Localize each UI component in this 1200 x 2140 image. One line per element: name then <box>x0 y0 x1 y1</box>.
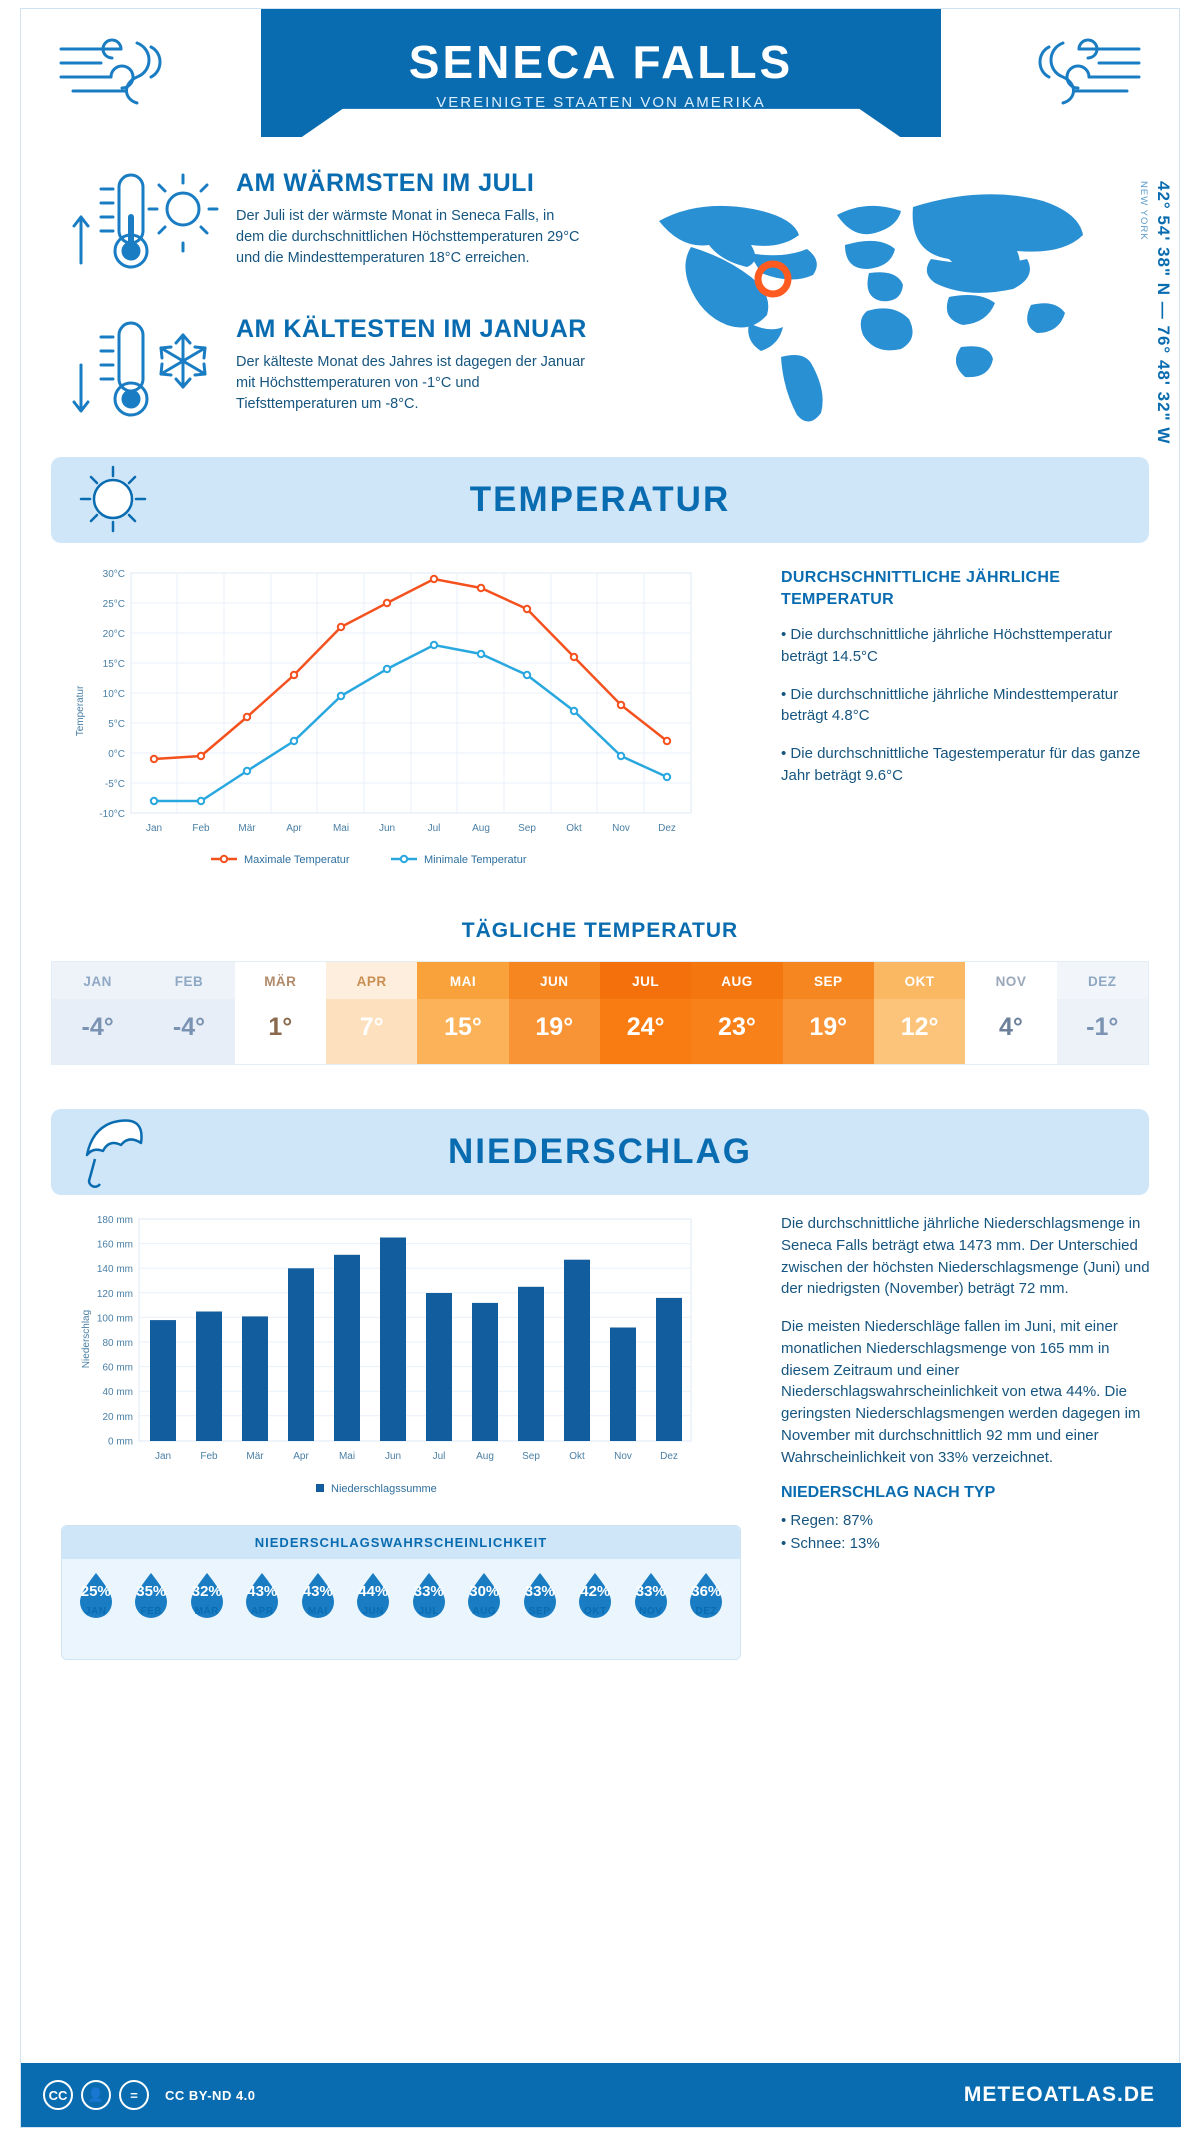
svg-text:Dez: Dez <box>660 1451 678 1462</box>
daily-col-may: MAI 15° <box>417 962 508 1064</box>
svg-text:Jan: Jan <box>145 823 163 834</box>
svg-text:60 mm: 60 mm <box>102 1362 133 1374</box>
probability-value-apr: 43% <box>247 1583 278 1600</box>
coldest-title: AM KÄLTESTEN IM JANUAR <box>236 315 587 343</box>
svg-text:25°C: 25°C <box>102 599 125 610</box>
probability-cell-nov <box>623 1569 679 1647</box>
warmest-block <box>236 169 586 269</box>
svg-text:Jul: Jul <box>427 823 441 834</box>
svg-text:40 mm: 40 mm <box>102 1387 133 1399</box>
svg-text:20 mm: 20 mm <box>102 1411 133 1423</box>
svg-text:5°C: 5°C <box>108 719 125 730</box>
svg-text:180 mm: 180 mm <box>96 1215 133 1226</box>
precipitation-banner <box>51 1109 1149 1195</box>
svg-text:Niederschlag: Niederschlag <box>81 1309 92 1369</box>
probability-cell-apr <box>235 1569 291 1647</box>
precipitation-banner-title: NIEDERSCHLAG <box>447 1132 753 1171</box>
temperature-bullet-3: • Die durchschnittliche Tagestemperatur für das ganze Jahr beträgt 9.6°C <box>781 745 1141 784</box>
cc-icon: CC <box>43 2080 73 2110</box>
svg-text:Jul: Jul <box>432 1451 446 1462</box>
probability-value-may: 43% <box>302 1583 333 1600</box>
probability-value-mar: 32% <box>191 1583 222 1600</box>
probability-month-aug: AUG <box>472 1606 497 1617</box>
precipitation-summary <box>781 1213 1161 1555</box>
svg-text:Feb: Feb <box>200 1451 218 1462</box>
region-label: NEW YORK <box>1138 181 1149 241</box>
thermometer-hot-icon <box>61 167 231 282</box>
probability-cell-jan <box>68 1569 124 1647</box>
coldest-block <box>236 315 587 415</box>
daily-col-dec: DEZ -1° <box>1057 962 1148 1064</box>
daily-col-sep: SEP 19° <box>783 962 874 1064</box>
attribution-icon: 👤 <box>81 2080 111 2110</box>
probability-cell-feb <box>124 1569 180 1647</box>
probability-month-nov: NOV <box>639 1606 663 1617</box>
svg-text:Apr: Apr <box>286 823 302 834</box>
probability-month-dec: DEZ <box>695 1606 717 1617</box>
coldest-text: Der kälteste Monat des Jahres ist dagegen der Januar mit Höchsttemperaturen von -1°C und Tiefsttemperaturen um -8°C. <box>236 354 586 413</box>
svg-text:100 mm: 100 mm <box>96 1313 133 1325</box>
probability-value-feb: 35% <box>136 1583 167 1600</box>
daily-col-jan: JAN -4° <box>52 962 143 1064</box>
svg-text:Sep: Sep <box>522 1451 540 1462</box>
precipitation-type-title: NIEDERSCHLAG NACH TYP <box>781 1484 996 1502</box>
svg-text:Jun: Jun <box>378 823 396 834</box>
svg-text:-10°C: -10°C <box>99 809 125 820</box>
probability-cell-may <box>290 1569 346 1647</box>
world-map <box>631 177 1101 427</box>
svg-text:Minimale Temperatur: Minimale Temperatur <box>424 854 527 866</box>
wind-icon-right <box>1029 29 1149 114</box>
svg-text:160 mm: 160 mm <box>96 1239 133 1251</box>
probability-month-sep: SEP <box>528 1606 551 1617</box>
probability-value-oct: 42% <box>580 1583 611 1600</box>
probability-month-mar: MÄR <box>194 1606 219 1617</box>
probability-value-dec: 36% <box>691 1583 722 1600</box>
precipitation-paragraph-1: Die durchschnittliche jährliche Niederschlagsmenge in Seneca Falls beträgt etwa 1473 mm. Der Unterschied zwischen der höchsten Niederschlagsmenge (Juni) und der niedrigsten (November) beträgt 72 mm. <box>781 1215 1150 1298</box>
probability-month-jun: JUN <box>362 1606 384 1617</box>
svg-text:120 mm: 120 mm <box>96 1288 133 1300</box>
probability-cell-oct <box>568 1569 624 1647</box>
wind-icon-left <box>51 29 171 114</box>
precipitation-paragraph-2: Die meisten Niederschläge fallen im Juni, mit einer monatlichen Niederschlagsmenge von 165 mm in diesem Zeitraum und einer Niederschlagswahrscheinlichkeit von etwa 44%. Die geringsten Niederschlagsmengen werden dagegen im November mit durchschnittlich 92 mm und einer Wahrscheinlichkeit von 33% verzeichnet. <box>781 1318 1141 1466</box>
temperature-bullet-2: • Die durchschnittliche jährliche Mindesttemperatur beträgt 4.8°C <box>781 685 1119 725</box>
probability-month-oct: OKT <box>583 1606 607 1617</box>
svg-text:Temperatur: Temperatur <box>75 685 86 737</box>
temperature-banner-title: TEMPERATUR <box>469 480 731 519</box>
country-subtitle: VEREINIGTE STAATEN VON AMERIKA <box>436 94 766 111</box>
warmest-text: Der Juli ist der wärmste Monat in Seneca Falls, in dem die durchschnittlichen Höchsttemperaturen 29°C und die Mindesttemperaturen 18°C erreichen. <box>236 208 580 267</box>
svg-text:Okt: Okt <box>566 823 582 834</box>
temperature-banner <box>51 457 1149 543</box>
svg-text:Mär: Mär <box>246 1451 264 1462</box>
svg-text:80 mm: 80 mm <box>102 1338 133 1349</box>
umbrella-icon <box>65 1103 161 1199</box>
license-text: CC BY-ND 4.0 <box>165 2087 256 2103</box>
svg-text:15°C: 15°C <box>102 659 125 670</box>
daily-col-feb: FEB -4° <box>143 962 234 1064</box>
daily-col-jul: JUL 24° <box>600 962 691 1064</box>
sun-icon <box>65 451 161 547</box>
summary-section <box>21 157 1179 457</box>
probability-cell-aug <box>457 1569 513 1647</box>
probability-value-aug: 30% <box>469 1583 500 1600</box>
daily-temperature-title: TÄGLICHE TEMPERATUR <box>461 919 739 942</box>
daily-col-oct: OKT 12° <box>874 962 965 1064</box>
svg-text:Sep: Sep <box>518 823 536 834</box>
svg-text:-5°C: -5°C <box>104 779 125 790</box>
svg-text:Mai: Mai <box>338 1451 356 1462</box>
probability-month-feb: FEB <box>140 1606 162 1617</box>
precipitation-type-snow: • Schnee: 13% <box>781 1534 880 1552</box>
svg-text:Jan: Jan <box>154 1451 172 1462</box>
page-title: SENECA FALLS <box>408 36 794 88</box>
svg-text:Dez: Dez <box>658 823 676 834</box>
header <box>21 9 1179 157</box>
site-name: METEOATLAS.DE <box>963 2083 1155 2106</box>
precipitation-section <box>21 1195 1179 1715</box>
no-derivatives-icon: = <box>119 2080 149 2110</box>
svg-text:Maximale Temperatur: Maximale Temperatur <box>244 854 350 866</box>
probability-value-jun: 44% <box>358 1583 389 1600</box>
probability-title: NIEDERSCHLAGSWAHRSCHEINLICHKEIT <box>62 1526 740 1559</box>
probability-month-jul: JUL <box>418 1606 439 1617</box>
license-badges <box>43 2080 149 2110</box>
coordinates: 42° 54' 38" N — 76° 48' 32" W <box>1154 181 1173 445</box>
probability-cell-mar <box>179 1569 235 1647</box>
svg-text:Mär: Mär <box>238 823 256 834</box>
daily-temperature-table <box>51 961 1149 1065</box>
daily-col-jun: JUN 19° <box>509 962 600 1064</box>
precipitation-probability-table <box>61 1525 741 1660</box>
probability-cell-jul <box>401 1569 457 1647</box>
probability-value-nov: 33% <box>635 1583 666 1600</box>
svg-text:20°C: 20°C <box>102 629 125 640</box>
probability-cell-sep <box>512 1569 568 1647</box>
probability-cell-jun <box>346 1569 402 1647</box>
svg-text:0 mm: 0 mm <box>108 1436 133 1448</box>
svg-text:140 mm: 140 mm <box>96 1264 133 1276</box>
precipitation-bar-chart <box>61 1209 741 1499</box>
svg-text:Aug: Aug <box>476 1451 494 1462</box>
temperature-bullet-1: • Die durchschnittliche jährliche Höchsttemperatur beträgt 14.5°C <box>781 626 1113 665</box>
daily-col-nov: NOV 4° <box>965 962 1056 1064</box>
warmest-title: AM WÄRMSTEN IM JULI <box>236 169 535 197</box>
svg-text:Okt: Okt <box>569 1451 585 1462</box>
thermometer-cold-icon <box>61 315 231 430</box>
probability-month-apr: APR <box>250 1606 274 1617</box>
svg-text:Nov: Nov <box>614 1451 632 1462</box>
daily-col-apr: APR 7° <box>326 962 417 1064</box>
svg-text:Jun: Jun <box>384 1451 402 1462</box>
infographic-page <box>20 8 1180 2128</box>
svg-text:Feb: Feb <box>192 823 210 834</box>
probability-value-jul: 33% <box>413 1583 444 1600</box>
svg-text:Aug: Aug <box>472 823 490 834</box>
temperature-section <box>21 543 1179 913</box>
svg-text:30°C: 30°C <box>102 569 125 580</box>
probability-value-jan: 25% <box>80 1583 111 1600</box>
probability-value-sep: 33% <box>524 1583 555 1600</box>
probability-month-may: MAI <box>307 1606 328 1617</box>
daily-col-mar: MÄR 1° <box>235 962 326 1064</box>
svg-text:Apr: Apr <box>293 1451 309 1462</box>
daily-col-aug: AUG 23° <box>691 962 782 1064</box>
svg-text:Mai: Mai <box>332 823 350 834</box>
footer <box>21 2063 1181 2127</box>
svg-text:Niederschlagssumme: Niederschlagssumme <box>331 1483 437 1495</box>
probability-cell-dec <box>679 1569 735 1647</box>
svg-text:10°C: 10°C <box>102 689 125 700</box>
temperature-summary <box>781 567 1161 803</box>
temperature-summary-title: DURCHSCHNITTLICHE JÄHRLICHE TEMPERATUR <box>781 569 1061 608</box>
svg-text:0°C: 0°C <box>108 749 125 760</box>
temperature-line-chart <box>61 561 741 881</box>
precipitation-type-rain: • Regen: 87% <box>781 1512 873 1530</box>
svg-text:Nov: Nov <box>612 823 630 834</box>
probability-month-jan: JAN <box>84 1606 107 1617</box>
